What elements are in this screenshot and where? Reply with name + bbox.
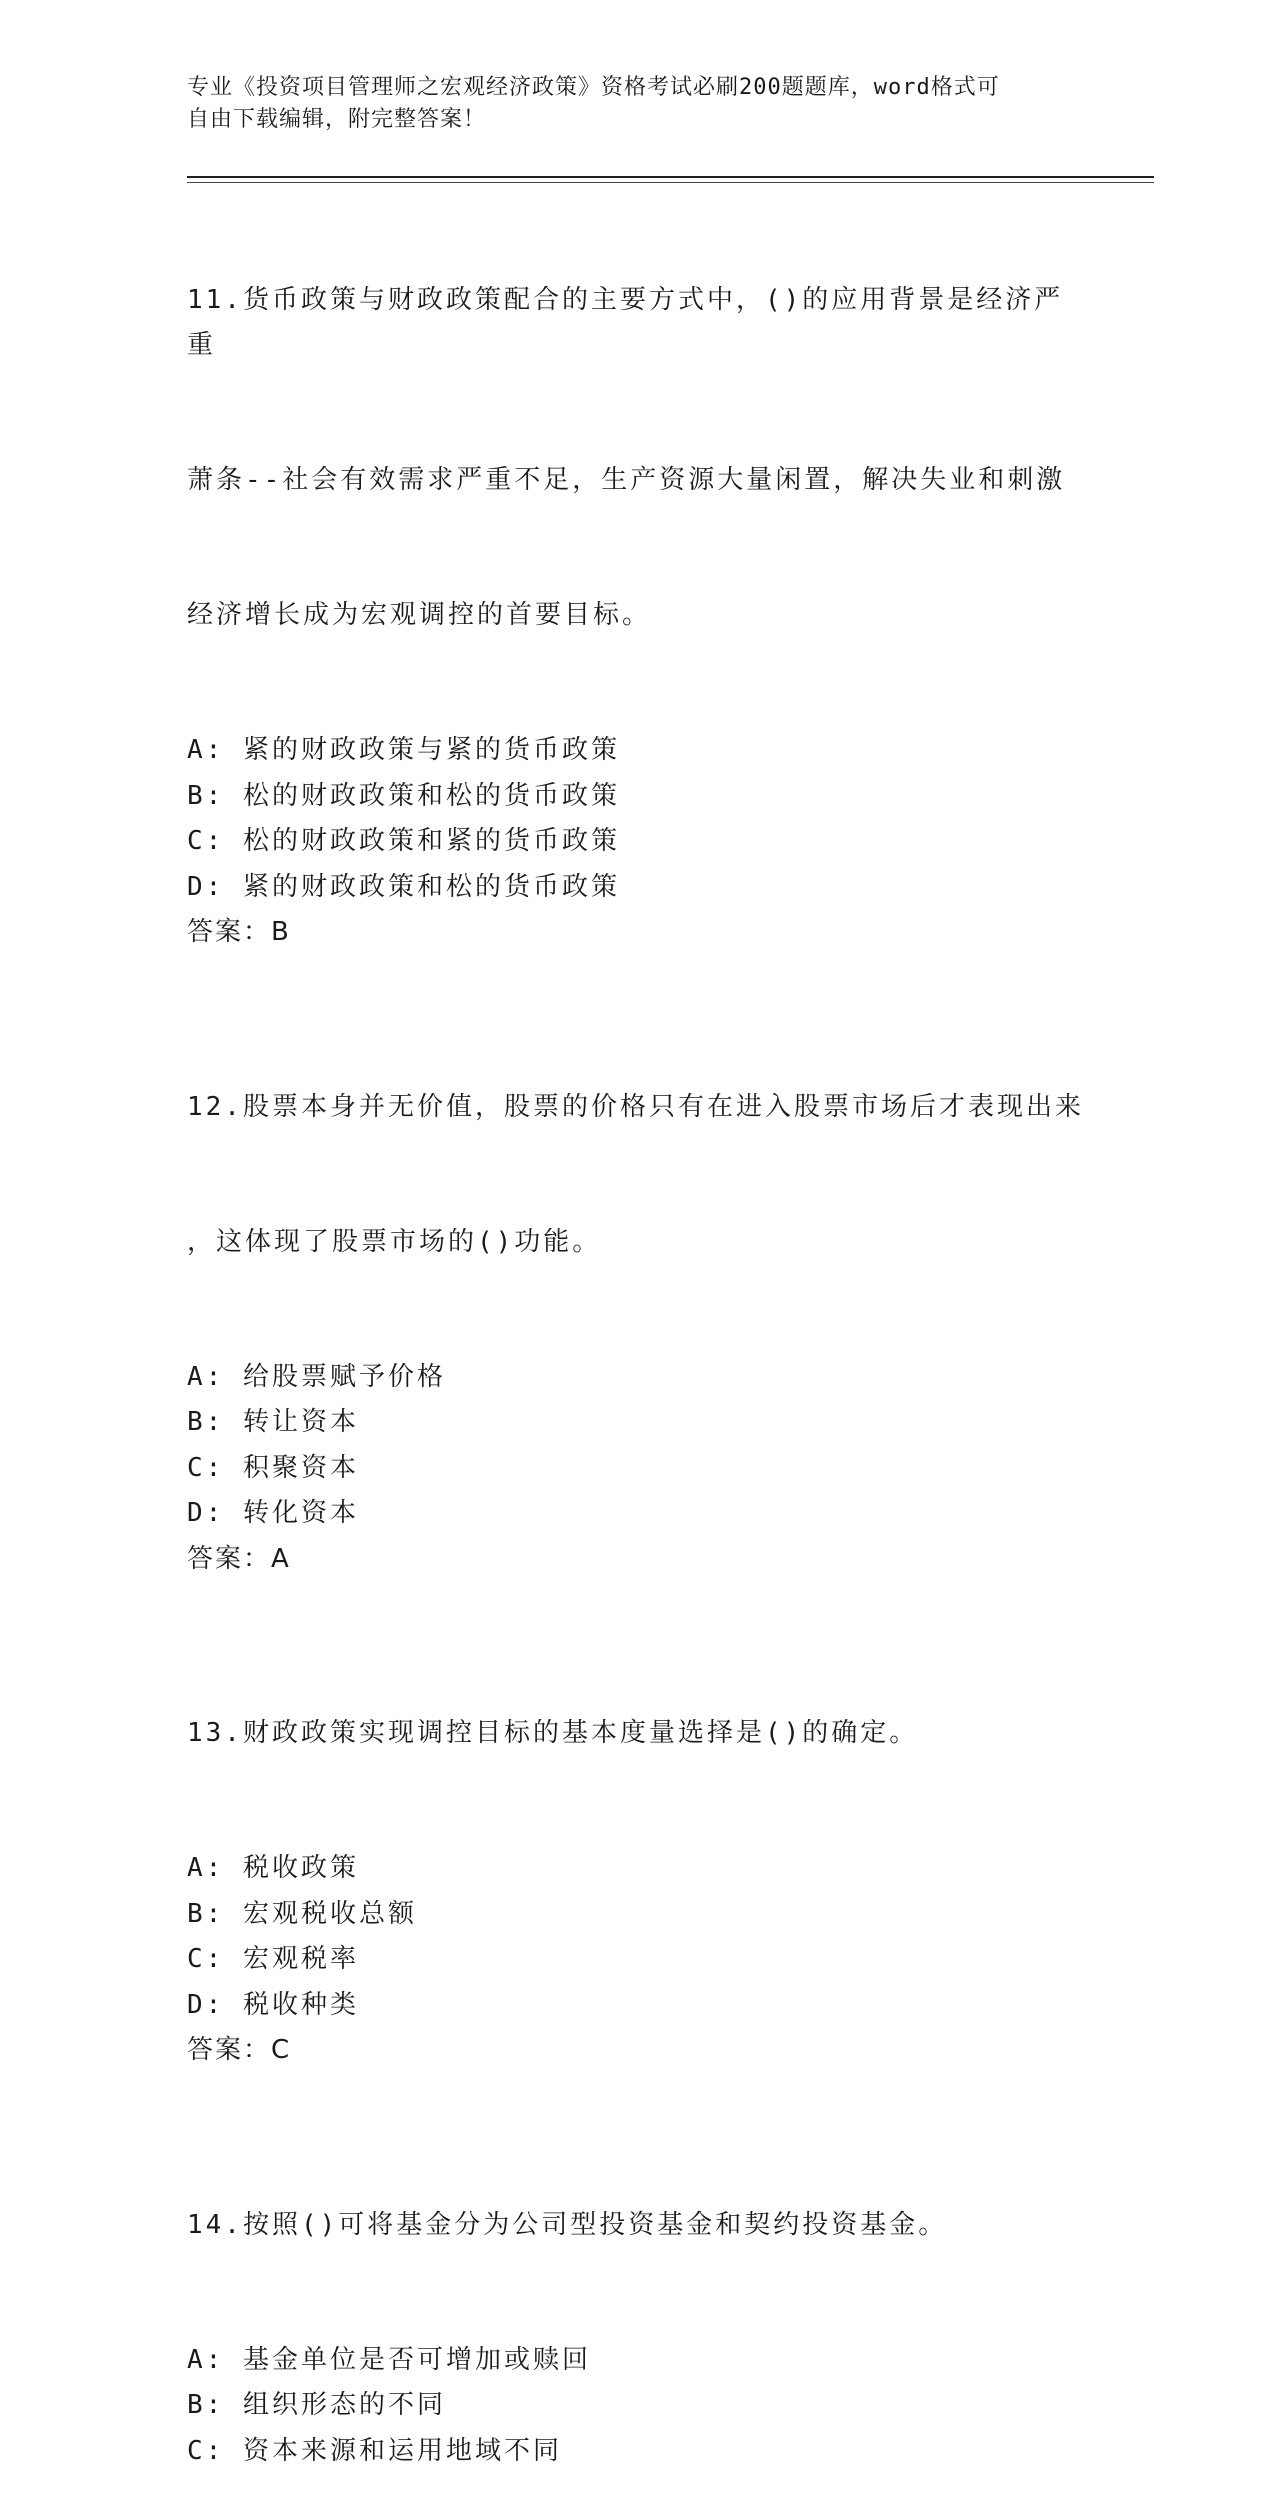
header-line-2: 自由下载编辑，附完整答案！ — [187, 107, 487, 132]
question-14 — [187, 2113, 1087, 2475]
option-d: D: 税收种类 — [187, 1989, 359, 2020]
option-d: D: 转化资本 — [187, 1498, 359, 1528]
stem-line: 萧条--社会有效需求严重不足，生产资源大量闲置，解决失业和刺激 — [187, 465, 1066, 495]
header-divider-thick — [187, 176, 1154, 178]
question-stem — [187, 1621, 1087, 1846]
stem-line: 14.按照()可将基金分为公司型投资基金和契约投资基金。 — [187, 2209, 948, 2240]
stem-line: 13.财政政策实现调控目标的基本度量选择是()的确定。 — [187, 1718, 919, 1748]
question-list — [187, 188, 1087, 2513]
stem-line: ，这体现了股票市场的()功能。 — [187, 1226, 602, 1257]
option-a: A: 给股票赋予价格 — [187, 1361, 446, 1392]
header-divider-thin — [187, 182, 1154, 183]
question-stem — [187, 995, 1087, 1355]
question-stem — [187, 2113, 1087, 2338]
document-header — [187, 72, 1067, 136]
stem-line: 12.股票本身并无价值，股票的价格只有在进入股票市场后才表现出来 — [187, 1091, 1084, 1122]
option-b: B: 宏观税收总额 — [187, 1898, 417, 1929]
question-13 — [187, 1621, 1087, 2074]
option-c: C: 松的财政政策和紧的货币政策 — [187, 826, 620, 856]
option-a: A: 基金单位是否可增加或赎回 — [187, 2344, 591, 2375]
option-c: C: 积聚资本 — [187, 1452, 359, 1483]
stem-line: 经济增长成为宏观调控的首要目标。 — [187, 600, 652, 630]
option-d: D: 紧的财政政策和松的货币政策 — [187, 871, 620, 902]
header-line-1: 专业《投资项目管理师之宏观经济政策》资格考试必刷200题题库，word格式可 — [187, 75, 1000, 100]
option-c: C: 宏观税率 — [187, 1944, 359, 1974]
option-b: B: 转让资本 — [187, 1407, 359, 1437]
option-b: B: 松的财政政策和松的货币政策 — [187, 780, 620, 811]
option-c: C: 资本来源和运用地域不同 — [187, 2435, 562, 2466]
question-12 — [187, 995, 1087, 1583]
answer-line: 答案：A — [187, 1543, 291, 1574]
question-stem — [187, 188, 1087, 728]
answer-line: 答案：B — [187, 917, 291, 947]
stem-line: 11.货币政策与财政政策配合的主要方式中，()的应用背景是经济严重 — [187, 285, 1064, 360]
option-b: B: 组织形态的不同 — [187, 2390, 446, 2420]
answer-line: 答案：C — [187, 2035, 292, 2065]
question-11 — [187, 188, 1087, 956]
option-a: A: 紧的财政政策与紧的货币政策 — [187, 735, 620, 765]
option-a: A: 税收政策 — [187, 1853, 359, 1883]
